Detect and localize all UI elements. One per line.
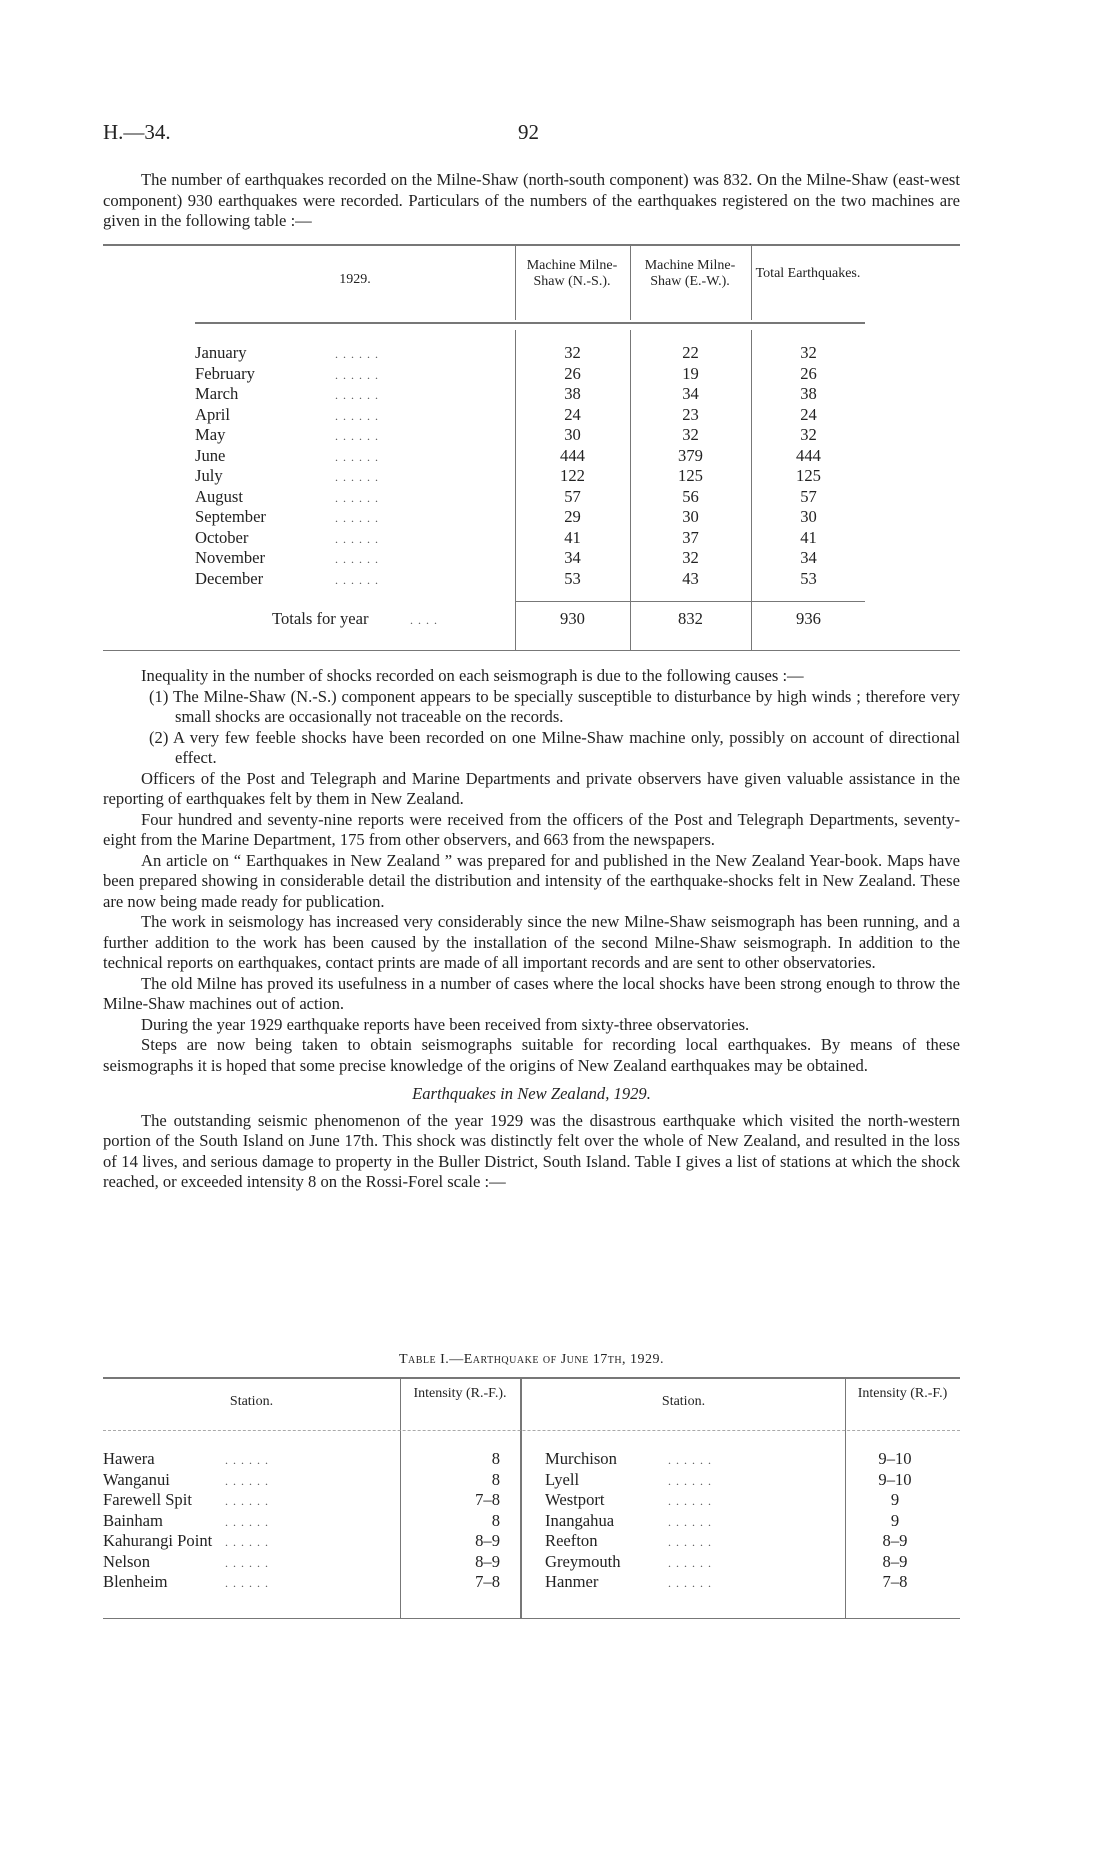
cell-value: 444 bbox=[796, 445, 821, 465]
station-name: Greymouth bbox=[545, 1551, 621, 1571]
cell-value: 29 bbox=[564, 507, 581, 526]
cell-value: 57 bbox=[800, 486, 817, 506]
station-name: Wanganui bbox=[103, 1469, 170, 1489]
column-header-station: Station. bbox=[661, 1394, 706, 1409]
station-name: Bainham bbox=[103, 1510, 163, 1530]
cell-value: 38 bbox=[564, 384, 581, 403]
intensity-value: 8–9 bbox=[882, 1531, 908, 1550]
station-name: Hawera bbox=[103, 1449, 155, 1468]
paragraph: (1) The Milne-Shaw (N.-S.) component appears to be specially susceptible to disturbance by high winds ; therefore very small shocks are occasionally not traceable on the records. bbox=[149, 686, 960, 726]
cell-value: 32 bbox=[800, 343, 817, 362]
paragraph: Four hundred and seventy-nine reports were received from the officers of the Post and Telegraph Departments, seventy-eight from the Marine Department, 175 from other observers, and 663 from the newspapers. bbox=[103, 809, 960, 849]
total-value: 936 bbox=[796, 609, 821, 628]
paragraph: An article on “ Earthquakes in New Zealand ” was prepared for and published in the New Zealand Year-book. Maps have been prepared showing in considerable detail the distribution and intensity of the earthquake-shocks felt in New Zealand. These are now being made ready for publication. bbox=[103, 850, 960, 911]
month-label: June bbox=[195, 445, 226, 465]
station-name: Westport bbox=[545, 1490, 605, 1509]
cell-value: 122 bbox=[560, 466, 585, 485]
leader-dots: . . . . . . bbox=[668, 1473, 712, 1488]
cell-value: 43 bbox=[682, 568, 699, 588]
leader-dots: . . . . . . bbox=[225, 1576, 269, 1590]
paragraph: Officers of the Post and Telegraph and Marine Departments and private observers have given valuable assistance in the reporting of earthquakes felt by them in New Zealand. bbox=[103, 768, 960, 808]
intensity-value: 9–10 bbox=[878, 1449, 912, 1468]
table-caption: Table I.—Earthquake of June 17th, 1929. bbox=[398, 1352, 665, 1367]
month-label: February bbox=[195, 363, 255, 383]
leader-dots: . . . . . . bbox=[225, 1494, 269, 1508]
intensity-value: 8 bbox=[491, 1510, 500, 1530]
leader-dots: . . . . . . bbox=[335, 572, 379, 587]
month-label: April bbox=[195, 404, 231, 424]
cell-value: 125 bbox=[678, 466, 703, 485]
cell-value: 53 bbox=[800, 568, 817, 588]
cell-value: 34 bbox=[564, 548, 581, 567]
document-reference: H.—34. bbox=[103, 120, 171, 144]
cell-value: 26 bbox=[564, 363, 581, 383]
column-header-total: Total Earthquakes. bbox=[755, 266, 861, 281]
leader-dots: . . . . . . bbox=[335, 490, 379, 505]
station-name: Hanmer bbox=[545, 1572, 599, 1591]
leader-dots: . . . . . . bbox=[335, 367, 379, 382]
intensity-value: 8–9 bbox=[475, 1531, 500, 1550]
paragraph: The old Milne has proved its usefulness in a number of cases where the local shocks have been strong enough to throw the Milne-Shaw machines out of action. bbox=[103, 973, 960, 1013]
leader-dots: . . . . . . bbox=[225, 1453, 269, 1467]
intensity-value: 7–8 bbox=[475, 1572, 500, 1591]
intensity-value: 7–8 bbox=[475, 1490, 500, 1509]
leader-dots: . . . . . . bbox=[335, 531, 379, 546]
cell-value: 22 bbox=[682, 343, 699, 362]
paragraph: During the year 1929 earthquake reports have been received from sixty-three observatories. bbox=[141, 1014, 750, 1034]
cell-value: 32 bbox=[682, 425, 699, 444]
leader-dots: . . . . . . bbox=[335, 511, 379, 525]
intro-paragraph: The number of earthquakes recorded on the Milne-Shaw (north-south component) was 832. On the Milne-Shaw (east-west component) 930 earthquakes were recorded. Particulars of the numbers of the earthquakes registered on the two machines are given in the following table :— bbox=[103, 170, 960, 230]
cell-value: 26 bbox=[800, 363, 817, 383]
month-label: August bbox=[195, 486, 243, 506]
total-value: 930 bbox=[560, 609, 585, 628]
cell-value: 30 bbox=[800, 507, 817, 526]
leader-dots: . . . . . . bbox=[335, 470, 379, 484]
station-name: Murchison bbox=[545, 1449, 617, 1468]
intensity-value: 8–9 bbox=[475, 1551, 500, 1571]
leader-dots: . . . . . . bbox=[668, 1535, 712, 1549]
cell-value: 53 bbox=[564, 568, 581, 588]
table-rule bbox=[103, 1618, 960, 1619]
section-heading: Earthquakes in New Zealand, 1929. bbox=[412, 1084, 651, 1103]
month-label: December bbox=[195, 568, 264, 588]
leader-dots: . . . . . . bbox=[335, 388, 379, 402]
leader-dots: . . . . . . bbox=[335, 449, 379, 464]
cell-value: 24 bbox=[564, 404, 581, 424]
leader-dots: . . . . bbox=[410, 613, 438, 627]
leader-dots: . . . . . . bbox=[335, 347, 379, 361]
cell-value: 34 bbox=[682, 384, 699, 403]
leader-dots: . . . . . . bbox=[668, 1453, 712, 1467]
intensity-value: 9 bbox=[890, 1490, 900, 1509]
month-label: March bbox=[195, 384, 239, 403]
total-value: 832 bbox=[678, 609, 703, 628]
cell-value: 23 bbox=[682, 404, 699, 424]
column-header-ew: Machine Milne-Shaw (E.-W.). bbox=[644, 258, 736, 289]
column-header-ns: Machine Milne-Shaw (N.-S.). bbox=[526, 258, 618, 289]
cell-value: 30 bbox=[564, 425, 581, 444]
leader-dots: . . . . . . bbox=[225, 1555, 269, 1570]
totals-label: Totals for year bbox=[272, 609, 369, 628]
cell-value: 34 bbox=[800, 548, 817, 567]
month-label: January bbox=[195, 343, 247, 362]
station-name: Nelson bbox=[103, 1551, 151, 1571]
leader-dots: . . . . . . bbox=[668, 1555, 712, 1570]
cell-value: 37 bbox=[682, 527, 699, 547]
month-label: October bbox=[195, 527, 249, 547]
leader-dots: . . . . . . bbox=[225, 1535, 269, 1549]
intensity-value: 9 bbox=[890, 1510, 900, 1530]
cell-value: 32 bbox=[800, 425, 817, 444]
leader-dots: . . . . . . bbox=[225, 1514, 269, 1529]
cell-value: 41 bbox=[564, 527, 581, 547]
leader-dots: . . . . . . bbox=[335, 408, 379, 423]
station-name: Blenheim bbox=[103, 1572, 168, 1591]
column-header-intensity: Intensity (R.-F.) bbox=[857, 1386, 948, 1401]
leader-dots: . . . . . . bbox=[668, 1514, 712, 1529]
paragraph: Inequality in the number of shocks recorded on each seismograph is due to the following causes :— bbox=[141, 666, 804, 685]
cell-value: 30 bbox=[682, 507, 699, 526]
month-label: May bbox=[195, 425, 226, 444]
page-number: 92 bbox=[518, 120, 539, 144]
cell-value: 56 bbox=[682, 486, 699, 506]
cell-value: 444 bbox=[560, 445, 585, 465]
cell-value: 32 bbox=[682, 548, 699, 567]
paragraph: Steps are now being taken to obtain seismographs suitable for recording local earthquakes. By means of these seismographs it is hoped that some precise knowledge of the origins of New Zealand earthquakes may be obtained. bbox=[103, 1035, 960, 1075]
cell-value: 24 bbox=[800, 404, 817, 424]
table-rule bbox=[103, 1430, 960, 1431]
intensity-value: 8–9 bbox=[882, 1551, 908, 1571]
column-header-intensity: Intensity (R.-F.). bbox=[413, 1386, 507, 1401]
leader-dots: . . . . . . bbox=[668, 1494, 712, 1508]
cell-value: 379 bbox=[678, 445, 703, 465]
station-name: Farewell Spit bbox=[103, 1490, 192, 1509]
leader-dots: . . . . . . bbox=[668, 1576, 712, 1590]
table-rule bbox=[520, 1379, 522, 1619]
cell-value: 32 bbox=[564, 343, 581, 362]
cell-value: 19 bbox=[682, 363, 699, 383]
column-header-year: 1929. bbox=[339, 272, 371, 287]
intensity-value: 8 bbox=[491, 1449, 500, 1468]
paragraph: (2) A very few feeble shocks have been recorded on one Milne-Shaw machine only, possibly on account of directional effect. bbox=[149, 727, 960, 767]
leader-dots: . . . . . . bbox=[335, 429, 379, 443]
paragraph: The work in seismology has increased very considerably since the new Milne-Shaw seismograph has been running, and a further addition to the work has been caused by the installation of the second Milne-Shaw seismograph. In addition to the technical reports on earthquakes, contact prints are made of all important records and are sent to other observatories. bbox=[103, 912, 960, 972]
cell-value: 41 bbox=[800, 527, 817, 547]
intensity-value: 8 bbox=[491, 1469, 500, 1489]
intensity-value: 7–8 bbox=[882, 1572, 908, 1591]
table-rule bbox=[103, 1377, 960, 1379]
intensity-value: 9–10 bbox=[878, 1469, 912, 1489]
station-name: Kahurangi Point bbox=[103, 1531, 213, 1550]
station-name: Inangahua bbox=[545, 1510, 615, 1530]
cell-value: 125 bbox=[796, 466, 821, 485]
station-name: Reefton bbox=[545, 1531, 598, 1550]
paragraph: The outstanding seismic phenomenon of the year 1929 was the disastrous earthquake which visited the north-western portion of the South Island on June 17th. This shock was distinctly felt over the whole of New Zealand, and resulted in the loss of 14 lives, and serious damage to property in the Buller District, South Island. Table I gives a list of stations at which the shock reached, or exceeded intensity 8 on the Rossi-Forel scale :— bbox=[103, 1110, 960, 1191]
station-name: Lyell bbox=[545, 1469, 580, 1489]
leader-dots: . . . . . . bbox=[225, 1473, 269, 1488]
column-header-station: Station. bbox=[229, 1394, 274, 1409]
month-label: November bbox=[195, 548, 266, 567]
cell-value: 57 bbox=[564, 486, 581, 506]
cell-value: 38 bbox=[800, 384, 817, 403]
month-label: July bbox=[195, 466, 223, 485]
month-label: September bbox=[195, 507, 266, 526]
leader-dots: . . . . . . bbox=[335, 552, 379, 566]
